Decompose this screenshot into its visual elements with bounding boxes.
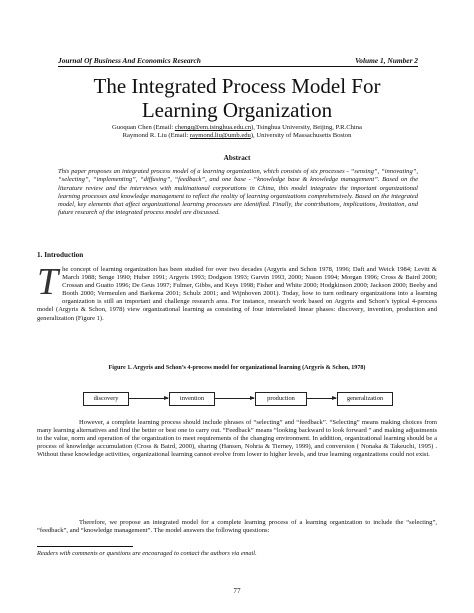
author-2-name: Raymond R. Liu (Email: bbox=[122, 132, 190, 140]
author-2-email-link[interactable]: raymond.liu@umb.edu bbox=[189, 132, 251, 140]
paper-title bbox=[40, 74, 434, 122]
arrow-3 bbox=[306, 398, 336, 399]
process-box-generalization: generalization bbox=[337, 392, 393, 406]
author-block bbox=[40, 124, 434, 141]
introduction-text: he concept of learning organization has been studied for over two decades (Argyris and Schon 1978, 1996; Daft and Weick 1984; Levitt & March 1988; Senge 1990; Huber 1991; Argyris 1993; Dodgson 1993; Garvin 1993, 2000; Nason 1994; Morgan 1996; Cross & Baird 2000; Crossan and Guatto 1996; De Geus 1997; Fulmer, Gibbs, and Keys 1998; Fisher and White 2000; Hodgkinson 2000; Jackson 2000; Beeby and Booth 2000; Vermeulen and Barkema 2001; Schulz 2001; and Wijnhoven 2001). Today, how to turn ordinary organizations into a learning organization is still an important and challenge research area. For instance, research work based on Argyris and Schon’s typical 4-process model (Argyris & Schon, 1978) view organizational learning as consisting of four interrelated linear phases: discovery, invention, production and generalization (Figure 1). bbox=[37, 266, 437, 322]
introduction-heading: 1. Introduction bbox=[37, 251, 84, 259]
title-line-1: The Integrated Process Model For bbox=[93, 74, 381, 98]
footnote: Readers with comments or questions are encouraged to contact the authors via email. bbox=[37, 550, 257, 557]
figure-1-caption: Figure 1. Argyris and Schon’s 4-process model for organizational learning (Argyris & Schon, 1978) bbox=[108, 365, 366, 371]
process-box-invention: invention bbox=[169, 392, 215, 406]
author-2 bbox=[40, 132, 434, 140]
body-paragraph-3: Therefore, we propose an integrated model for a complete learning process of a learning organization to include the “selecting”, “feedback”, and “knowledge management”. The model answers the following questions: bbox=[37, 519, 437, 535]
issue-info: Volume 1, Number 2 bbox=[355, 56, 418, 65]
introduction-paragraph bbox=[37, 261, 437, 323]
title-line-2: Learning Organization bbox=[141, 98, 333, 122]
drop-cap: T bbox=[37, 261, 59, 303]
body-paragraph-2: However, a complete learning process should include phrases of “selecting” and “feedback”. “Selecting” means making choices from many learning alternatives and find the better or best one to carry out. “Feedback” means “looking backward to look forward ” and making adjustments to the value, norm and operation of the organization to meet requirements of the changing environment. In addition, organizational learning should be a process of knowledge accumulation (Cross & Baird, 2000), sharing (Hansen, Nohria & Tierney, 1999), and conversion ( Nonaka & Takeuchi, 1995) . Without these knowledge activities, organizational learning cannot evolve from lower to higher levels, and true learning organizations could not exist. bbox=[37, 419, 437, 459]
arrow-1 bbox=[128, 398, 168, 399]
running-header bbox=[58, 56, 418, 65]
arrow-2 bbox=[214, 398, 254, 399]
abstract-body: This paper proposes an integrated process model of a learning organization, which consists of six processes - “sensing”, “innovating”, “selecting”, “implementing”, “diffusing”, “feedback”, and one base - “knowledge base & knowledge management”. Based on the literature review and the interviews with multinational corporations in China, this model integrates the important organizational learning processes and knowledge management to reflect the reality of learning organizations comprehensively. Based on the integrated model, key elements that affect organizational learning processes are identified. Finally, the contributions, implications, limitation, and future research of the integrated process model are discussed. bbox=[58, 168, 418, 217]
process-box-production: production bbox=[255, 392, 307, 406]
process-box-discovery: discovery bbox=[83, 392, 129, 406]
author-2-affiliation: ), University of Massachusetts Boston bbox=[250, 132, 352, 140]
author-1-affiliation: ), Tsinghua University, Beijing, P.R.China bbox=[251, 124, 362, 131]
page-number: 77 bbox=[233, 587, 241, 595]
header-rule bbox=[58, 66, 418, 67]
abstract-heading: Abstract bbox=[223, 154, 251, 162]
author-1-email-link[interactable]: chengq@em.tsinghua.edu.cn bbox=[174, 124, 252, 131]
author-1 bbox=[40, 124, 434, 132]
footnote-rule bbox=[37, 546, 133, 547]
figure-1-process-diagram bbox=[83, 392, 393, 406]
author-1-name: Guoquan Chen (Email: bbox=[112, 124, 175, 131]
journal-name: Journal Of Business And Economics Research bbox=[58, 56, 201, 65]
